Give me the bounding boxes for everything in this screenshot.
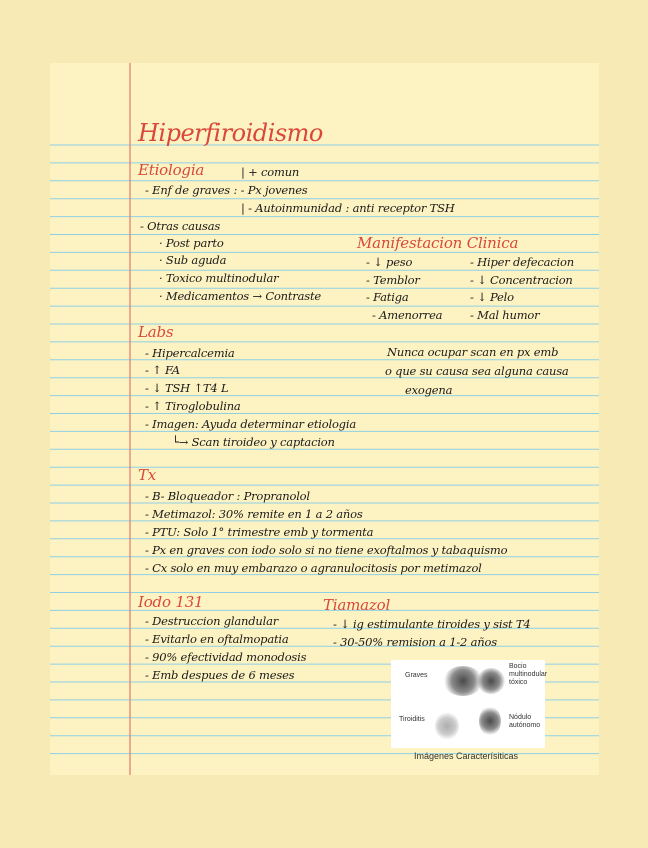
iodo-item: - 90% efectividad monodosis [145,650,307,664]
labs-item: - Imagen: Ayuda determinar etiologia [145,417,356,431]
scan-label-bocio: tóxico [509,679,528,686]
manifestacion-item: - Mal humor [470,308,540,322]
tx-item: - Px en graves con iodo solo si no tiene exoftalmos y tabaquismo [145,543,508,557]
multinodular-uptake-image [477,668,505,694]
etiologia-item: | + comun [241,165,300,179]
scan-label-tiroiditis: Tiroiditis [399,716,425,723]
page-title: Hiperfiroidismo [138,119,323,147]
labs-heading: Labs [138,323,174,341]
labs-note: o que su causa sea alguna causa [385,364,569,378]
labs-item: └→ Scan tiroideo y captacion [172,435,335,449]
labs-note: Nunca ocupar scan en px emb [387,345,559,359]
scan-label-bocio: Bocio [509,663,527,670]
etiologia-item: - Otras causas [140,219,221,233]
etiologia-item: · Post parto [159,236,224,250]
manifestacion-item: - ↓ peso [366,255,413,269]
tx-heading: Tx [138,466,157,484]
nodule-uptake-image [479,706,501,736]
manifestacion-item: - Temblor [366,273,420,287]
tiamazol-item: - 30-50% remision a 1-2 años [333,635,497,649]
tx-item: - PTU: Solo 1° trimestre emb y tormenta [145,525,374,539]
etiologia-item: · Sub aguda [159,253,227,267]
scan-label-graves: Graves [405,672,428,679]
iodo-item: - Evitarlo en oftalmopatia [145,632,289,646]
labs-note: exogena [405,383,453,397]
scan-label-nodulo: autónomo [509,722,541,729]
manifestacion-item: - Amenorrea [372,308,443,322]
manifestacion-item: - Hiper defecacion [470,255,574,269]
labs-item: - ↓ TSH ↑T4 L [145,381,229,395]
etiologia-item: · Medicamentos → Contraste [159,289,321,303]
tx-item: - B- Bloqueador : Propranolol [145,489,310,503]
tx-item: - Metimazol: 30% remite en 1 a 2 años [145,507,363,521]
etiologia-item: · Toxico multinodular [159,271,279,285]
iodo-item: - Destruccion glandular [145,614,279,628]
tx-item: - Cx solo en muy embarazo o agranulocitosis por metimazol [145,561,482,575]
etiologia-item: - Enf de graves : - Px jovenes [145,183,308,197]
labs-item: - ↑ Tiroglobulina [145,399,241,413]
iodo-heading: Iodo 131 [138,593,204,611]
thyroid-scan-image [391,660,548,748]
tiroiditis-uptake-image [435,712,459,740]
labs-item: - Hipercalcemia [145,346,235,360]
labs-item: - ↑ FA [145,363,180,377]
manifestacion-item: - Fatiga [366,290,409,304]
scan-label-bocio: multinodular [509,671,548,678]
scan-label-nodulo: Nódulo [509,714,532,721]
etiologia-heading: Etiologia [138,161,205,179]
manifestacion-item: - ↓ Pelo [470,290,514,304]
iodo-item: - Emb despues de 6 meses [145,668,295,682]
etiologia-item: | - Autoinmunidad : anti receptor TSH [241,201,455,215]
tiamazol-heading: Tiamazol [323,596,391,614]
tiamazol-item: - ↓ ig estimulante tiroides y sist T4 [333,617,531,631]
manifestacion-item: - ↓ Concentracion [470,273,573,287]
manifestacion-heading: Manifestacion Clinica [357,234,519,252]
scan-caption: Imágenes Caracterísiticas [414,751,519,761]
